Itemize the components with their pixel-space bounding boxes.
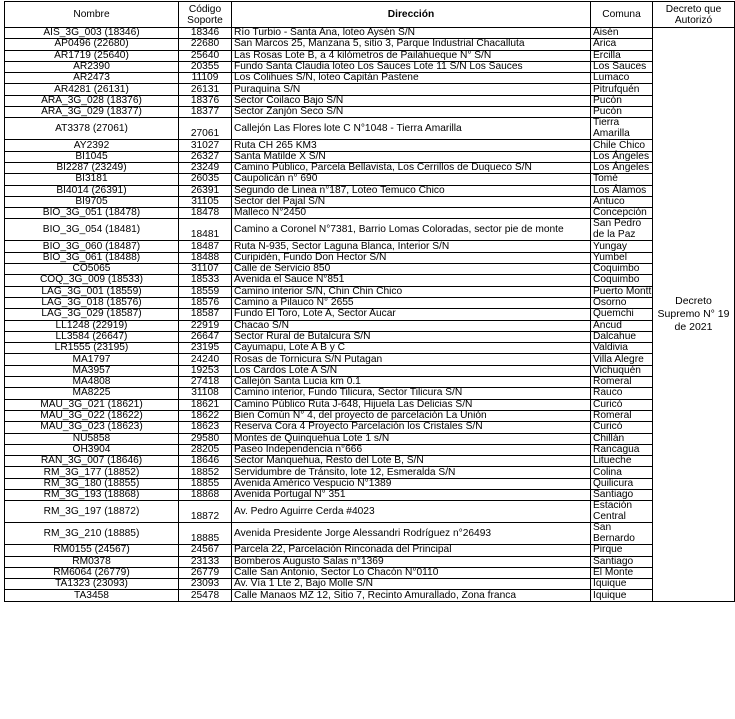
cell-nombre: AR1719 (25640) (5, 50, 179, 61)
cell-direccion: Ruta N-935, Sector Laguna Blanca, Interior S/N (232, 241, 591, 252)
cell-codigo: 29580 (179, 433, 232, 444)
cell-codigo: 27061 (179, 118, 232, 140)
table-row (5, 433, 735, 444)
cell-comuna: Estación Central (591, 501, 653, 523)
cell-nombre: BI3181 (5, 174, 179, 185)
cell-codigo: 23249 (179, 162, 232, 173)
cell-nombre: BI1045 (5, 151, 179, 162)
cell-comuna: Litueche (591, 456, 653, 467)
cell-direccion: Santa Matilde X S/N (232, 151, 591, 162)
table-row (5, 309, 735, 320)
cell-direccion: Caupolicán n° 690 (232, 174, 591, 185)
cell-nombre: BIO_3G_061 (18488) (5, 252, 179, 263)
cell-comuna: Antuco (591, 196, 653, 207)
table-row (5, 388, 735, 399)
cell-comuna: Los Ángeles (591, 151, 653, 162)
cell-nombre: OH3904 (5, 444, 179, 455)
cell-codigo: 18587 (179, 309, 232, 320)
cell-nombre: RM_3G_177 (18852) (5, 467, 179, 478)
cell-comuna: San Bernardo (591, 523, 653, 545)
cell-codigo: 25478 (179, 590, 232, 601)
cell-comuna: Rancagua (591, 444, 653, 455)
cell-codigo: 18868 (179, 489, 232, 500)
cell-comuna: Tomé (591, 174, 653, 185)
cell-comuna: Villa Alegre (591, 354, 653, 365)
cell-direccion: Reserva Cora 4 Proyecto Parcelación los Cristales S/N (232, 422, 591, 433)
cell-codigo: 23195 (179, 343, 232, 354)
cell-direccion: Los Colihues S/N, loteo Capitán Pastene (232, 73, 591, 84)
cell-comuna: Pucón (591, 95, 653, 106)
table-row (5, 61, 735, 72)
cell-nombre: ARA_3G_029 (18377) (5, 107, 179, 118)
cell-nombre: AR2390 (5, 61, 179, 72)
cell-direccion: Malleco N°2450 (232, 208, 591, 219)
cell-codigo: 26647 (179, 331, 232, 342)
cell-codigo: 23133 (179, 556, 232, 567)
cell-direccion: Camino Público Ruta J-648, Hijuela Las Delicias S/N (232, 399, 591, 410)
cell-codigo: 22919 (179, 320, 232, 331)
table-row (5, 567, 735, 578)
cell-direccion: Servidumbre de Tránsito, lote 12, Esmeralda S/N (232, 467, 591, 478)
cell-comuna: Chillán (591, 433, 653, 444)
table-row (5, 264, 735, 275)
cell-comuna: Los Sauces (591, 61, 653, 72)
cell-direccion: Bomberos Augusto Salas n°1369 (232, 556, 591, 567)
cell-nombre: TA1323 (23093) (5, 579, 179, 590)
cell-comuna: Aisén (591, 28, 653, 39)
cell-nombre: AIS_3G_003 (18346) (5, 28, 179, 39)
table-row (5, 456, 735, 467)
cell-direccion: Ruta CH 265 KM3 (232, 140, 591, 151)
table-row (5, 140, 735, 151)
cell-comuna: Vichuquén (591, 365, 653, 376)
cell-comuna: Romeral (591, 377, 653, 388)
table-row (5, 185, 735, 196)
cell-direccion: Camino a Coronel N°7381, Barrio Lomas Coloradas, sector pie de monte (232, 219, 591, 241)
table-row (5, 590, 735, 601)
cell-direccion: Rosas de Tornicura S/N Putagan (232, 354, 591, 365)
cell-nombre: MA8225 (5, 388, 179, 399)
cell-nombre: RM_3G_210 (18885) (5, 523, 179, 545)
cell-codigo: 18346 (179, 28, 232, 39)
cell-codigo: 26391 (179, 185, 232, 196)
table-row (5, 95, 735, 106)
table-body (5, 28, 735, 602)
cell-comuna: Romeral (591, 410, 653, 421)
cell-decreto: Decreto Supremo N° 19 de 2021 (653, 28, 735, 602)
cell-nombre: RM_3G_180 (18855) (5, 478, 179, 489)
cell-nombre: LAG_3G_029 (18587) (5, 309, 179, 320)
cell-direccion: Avenida Presidente Jorge Alessandri Rodríguez n°26493 (232, 523, 591, 545)
cell-comuna: Tierra Amarilla (591, 118, 653, 140)
sites-table (4, 1, 735, 602)
cell-nombre: MAU_3G_021 (18621) (5, 399, 179, 410)
cell-codigo: 18533 (179, 275, 232, 286)
cell-nombre: NU5858 (5, 433, 179, 444)
table-row (5, 410, 735, 421)
cell-codigo: 31107 (179, 264, 232, 275)
cell-comuna: Coquimbo (591, 275, 653, 286)
cell-direccion: Puraquina S/N (232, 84, 591, 95)
cell-nombre: BIO_3G_051 (18478) (5, 208, 179, 219)
cell-codigo: 18576 (179, 297, 232, 308)
table-row (5, 523, 735, 545)
cell-direccion: Av. Vía 1 Lte 2, Bajo Molle S/N (232, 579, 591, 590)
cell-codigo: 26131 (179, 84, 232, 95)
cell-comuna: Los Ángeles (591, 162, 653, 173)
cell-codigo: 18885 (179, 523, 232, 545)
cell-comuna: Santiago (591, 489, 653, 500)
cell-direccion: Fundo Santa Claudia loteo Los Sauces Lote 11 S/N Los Sauces (232, 61, 591, 72)
header-codigo: Código Soporte (179, 2, 232, 28)
cell-codigo: 18855 (179, 478, 232, 489)
cell-direccion: Segundo de Linea n°187, Loteo Temuco Chico (232, 185, 591, 196)
cell-codigo: 18478 (179, 208, 232, 219)
table-row (5, 73, 735, 84)
cell-codigo: 18377 (179, 107, 232, 118)
cell-comuna: Curicó (591, 422, 653, 433)
cell-codigo: 24567 (179, 545, 232, 556)
table-row (5, 84, 735, 95)
cell-direccion: Sector del Pajal S/N (232, 196, 591, 207)
table-row (5, 162, 735, 173)
table-row (5, 107, 735, 118)
cell-codigo: 26779 (179, 567, 232, 578)
table-row (5, 467, 735, 478)
header-direccion: Dirección (232, 2, 591, 28)
table-row (5, 331, 735, 342)
table-row (5, 50, 735, 61)
cell-direccion: Sector Rural de Butalcura S/N (232, 331, 591, 342)
table-row (5, 196, 735, 207)
cell-comuna: Chile Chico (591, 140, 653, 151)
cell-nombre: MAU_3G_023 (18623) (5, 422, 179, 433)
cell-nombre: MA1797 (5, 354, 179, 365)
cell-direccion: Fundo El Toro, Lote A, Sector Aucar (232, 309, 591, 320)
header-comuna: Comuna (591, 2, 653, 28)
cell-nombre: COQ_3G_009 (18533) (5, 275, 179, 286)
cell-comuna: Colina (591, 467, 653, 478)
cell-direccion: Los Cardos Lote A S/N (232, 365, 591, 376)
cell-codigo: 31108 (179, 388, 232, 399)
cell-nombre: MA4808 (5, 377, 179, 388)
cell-nombre: LAG_3G_018 (18576) (5, 297, 179, 308)
cell-comuna: Arica (591, 39, 653, 50)
cell-direccion: Camino Público, Parcela Bellavista, Los Cerrillos de Duqueco S/N (232, 162, 591, 173)
cell-direccion: Chacao S/N (232, 320, 591, 331)
cell-direccion: Calle Manaos MZ 12, Sitio 7, Recinto Amurallado, Zona franca (232, 590, 591, 601)
cell-codigo: 20355 (179, 61, 232, 72)
cell-codigo: 11109 (179, 73, 232, 84)
cell-codigo: 18621 (179, 399, 232, 410)
table-row (5, 151, 735, 162)
cell-comuna: Rauco (591, 388, 653, 399)
table-row (5, 556, 735, 567)
cell-nombre: AR2473 (5, 73, 179, 84)
cell-comuna: Pucón (591, 107, 653, 118)
cell-nombre: AY2392 (5, 140, 179, 151)
cell-nombre: MAU_3G_022 (18622) (5, 410, 179, 421)
cell-nombre: CO5065 (5, 264, 179, 275)
table-row (5, 297, 735, 308)
table-row (5, 365, 735, 376)
header-nombre: Nombre (5, 2, 179, 28)
cell-comuna: Yungay (591, 241, 653, 252)
table-row (5, 354, 735, 365)
cell-direccion: Parcela 22, Parcelación Rinconada del Principal (232, 545, 591, 556)
cell-codigo: 27418 (179, 377, 232, 388)
cell-nombre: BI4014 (26391) (5, 185, 179, 196)
cell-direccion: Bien Común N° 4, del proyecto de parcelación La Unión (232, 410, 591, 421)
cell-nombre: BIO_3G_054 (18481) (5, 219, 179, 241)
cell-codigo: 23093 (179, 579, 232, 590)
cell-comuna: Ercilla (591, 50, 653, 61)
cell-nombre: BIO_3G_060 (18487) (5, 241, 179, 252)
cell-direccion: Calle de Servicio 850 (232, 264, 591, 275)
cell-comuna: Iquique (591, 579, 653, 590)
cell-nombre: AP0496 (22680) (5, 39, 179, 50)
cell-comuna: San Pedro de la Paz (591, 219, 653, 241)
table-row (5, 444, 735, 455)
cell-nombre: RM6064 (26779) (5, 567, 179, 578)
cell-direccion: Sector Zanjón Seco S/N (232, 107, 591, 118)
table-row (5, 343, 735, 354)
cell-direccion: Camino interior, Fundo Tilicura, Sector Tilicura S/N (232, 388, 591, 399)
cell-codigo: 26035 (179, 174, 232, 185)
cell-codigo: 18646 (179, 456, 232, 467)
cell-direccion: Cayumapu, Lote A B y C (232, 343, 591, 354)
cell-codigo: 18622 (179, 410, 232, 421)
table-row (5, 118, 735, 140)
cell-direccion: Paseo Independencia n°666 (232, 444, 591, 455)
table-row (5, 28, 735, 39)
cell-comuna: Curicó (591, 399, 653, 410)
cell-codigo: 18487 (179, 241, 232, 252)
cell-comuna: Concepción (591, 208, 653, 219)
cell-nombre: RM0155 (24567) (5, 545, 179, 556)
cell-direccion: Camino a Pilauco N° 2655 (232, 297, 591, 308)
table-row (5, 320, 735, 331)
cell-comuna: Puerto Montt (591, 286, 653, 297)
table-row (5, 545, 735, 556)
cell-direccion: Montes de Quinquehua Lote 1 s/N (232, 433, 591, 444)
cell-codigo: 31105 (179, 196, 232, 207)
cell-nombre: BI2287 (23249) (5, 162, 179, 173)
cell-direccion: Av. Pedro Aguirre Cerda #4023 (232, 501, 591, 523)
table-row (5, 489, 735, 500)
cell-comuna: Lumaco (591, 73, 653, 84)
cell-comuna: Dalcahue (591, 331, 653, 342)
cell-nombre: RAN_3G_007 (18646) (5, 456, 179, 467)
cell-codigo: 31027 (179, 140, 232, 151)
cell-comuna: Quemchi (591, 309, 653, 320)
table-row (5, 286, 735, 297)
cell-direccion: Curipidén, Fundo Don Hector S/N (232, 252, 591, 263)
document-page (4, 1, 735, 602)
cell-codigo: 26327 (179, 151, 232, 162)
cell-codigo: 19253 (179, 365, 232, 376)
cell-direccion: Camino interior S/N, Chin Chin Chico (232, 286, 591, 297)
cell-direccion: Sector Coilaco Bajo S/N (232, 95, 591, 106)
cell-nombre: AR4281 (26131) (5, 84, 179, 95)
table-row (5, 399, 735, 410)
cell-direccion: Calle San Antonio, Sector Lo Chacón N°0110 (232, 567, 591, 578)
cell-codigo: 18623 (179, 422, 232, 433)
cell-nombre: RM0378 (5, 556, 179, 567)
cell-direccion: Callejón Las Flores lote C N°1048 - Tierra Amarilla (232, 118, 591, 140)
cell-codigo: 18559 (179, 286, 232, 297)
cell-direccion: San Marcos 25, Manzana 5, sitio 3, Parque Industrial Chacalluta (232, 39, 591, 50)
cell-comuna: Pirque (591, 545, 653, 556)
cell-comuna: El Monte (591, 567, 653, 578)
table-row (5, 241, 735, 252)
cell-nombre: LR1555 (23195) (5, 343, 179, 354)
cell-direccion: Sector Manquehua, Resto del Lote B, S/N (232, 456, 591, 467)
table-row (5, 478, 735, 489)
cell-nombre: RM_3G_193 (18868) (5, 489, 179, 500)
cell-comuna: Iquique (591, 590, 653, 601)
table-row (5, 275, 735, 286)
cell-nombre: RM_3G_197 (18872) (5, 501, 179, 523)
table-header-row (5, 2, 735, 28)
cell-nombre: ARA_3G_028 (18376) (5, 95, 179, 106)
cell-codigo: 28205 (179, 444, 232, 455)
cell-codigo: 25640 (179, 50, 232, 61)
table-row (5, 174, 735, 185)
cell-direccion: Las Rosas Lote B, a 4 kilómetros de Pailahueque N° S/N (232, 50, 591, 61)
cell-comuna: Santiago (591, 556, 653, 567)
table-row (5, 208, 735, 219)
cell-codigo: 18481 (179, 219, 232, 241)
cell-nombre: BI9705 (5, 196, 179, 207)
cell-comuna: Yumbel (591, 252, 653, 263)
cell-direccion: Avenida Portugal N° 351 (232, 489, 591, 500)
cell-nombre: AT3378 (27061) (5, 118, 179, 140)
table-row (5, 39, 735, 50)
table-row (5, 501, 735, 523)
cell-codigo: 24240 (179, 354, 232, 365)
header-decreto: Decreto que Autorizó (653, 2, 735, 28)
cell-nombre: LL3584 (26647) (5, 331, 179, 342)
cell-comuna: Los Álamos (591, 185, 653, 196)
cell-nombre: LL1248 (22919) (5, 320, 179, 331)
cell-codigo: 18872 (179, 501, 232, 523)
cell-comuna: Ancud (591, 320, 653, 331)
cell-nombre: MA3957 (5, 365, 179, 376)
cell-nombre: LAG_3G_001 (18559) (5, 286, 179, 297)
table-row (5, 422, 735, 433)
cell-codigo: 22680 (179, 39, 232, 50)
cell-comuna: Coquimbo (591, 264, 653, 275)
cell-codigo: 18376 (179, 95, 232, 106)
cell-codigo: 18488 (179, 252, 232, 263)
cell-comuna: Osorno (591, 297, 653, 308)
cell-direccion: Avenida Américo Vespucio N°1389 (232, 478, 591, 489)
cell-direccion: Callejón Santa Lucia km 0.1 (232, 377, 591, 388)
table-row (5, 579, 735, 590)
cell-nombre: TA3458 (5, 590, 179, 601)
cell-comuna: Quilicura (591, 478, 653, 489)
table-row (5, 252, 735, 263)
cell-codigo: 18852 (179, 467, 232, 478)
cell-comuna: Valdivia (591, 343, 653, 354)
table-row (5, 219, 735, 241)
cell-direccion: Río Turbio - Santa Ana, loteo Aysén S/N (232, 28, 591, 39)
table-row (5, 377, 735, 388)
cell-direccion: Avenida el Sauce N°851 (232, 275, 591, 286)
cell-comuna: Pitrufquén (591, 84, 653, 95)
